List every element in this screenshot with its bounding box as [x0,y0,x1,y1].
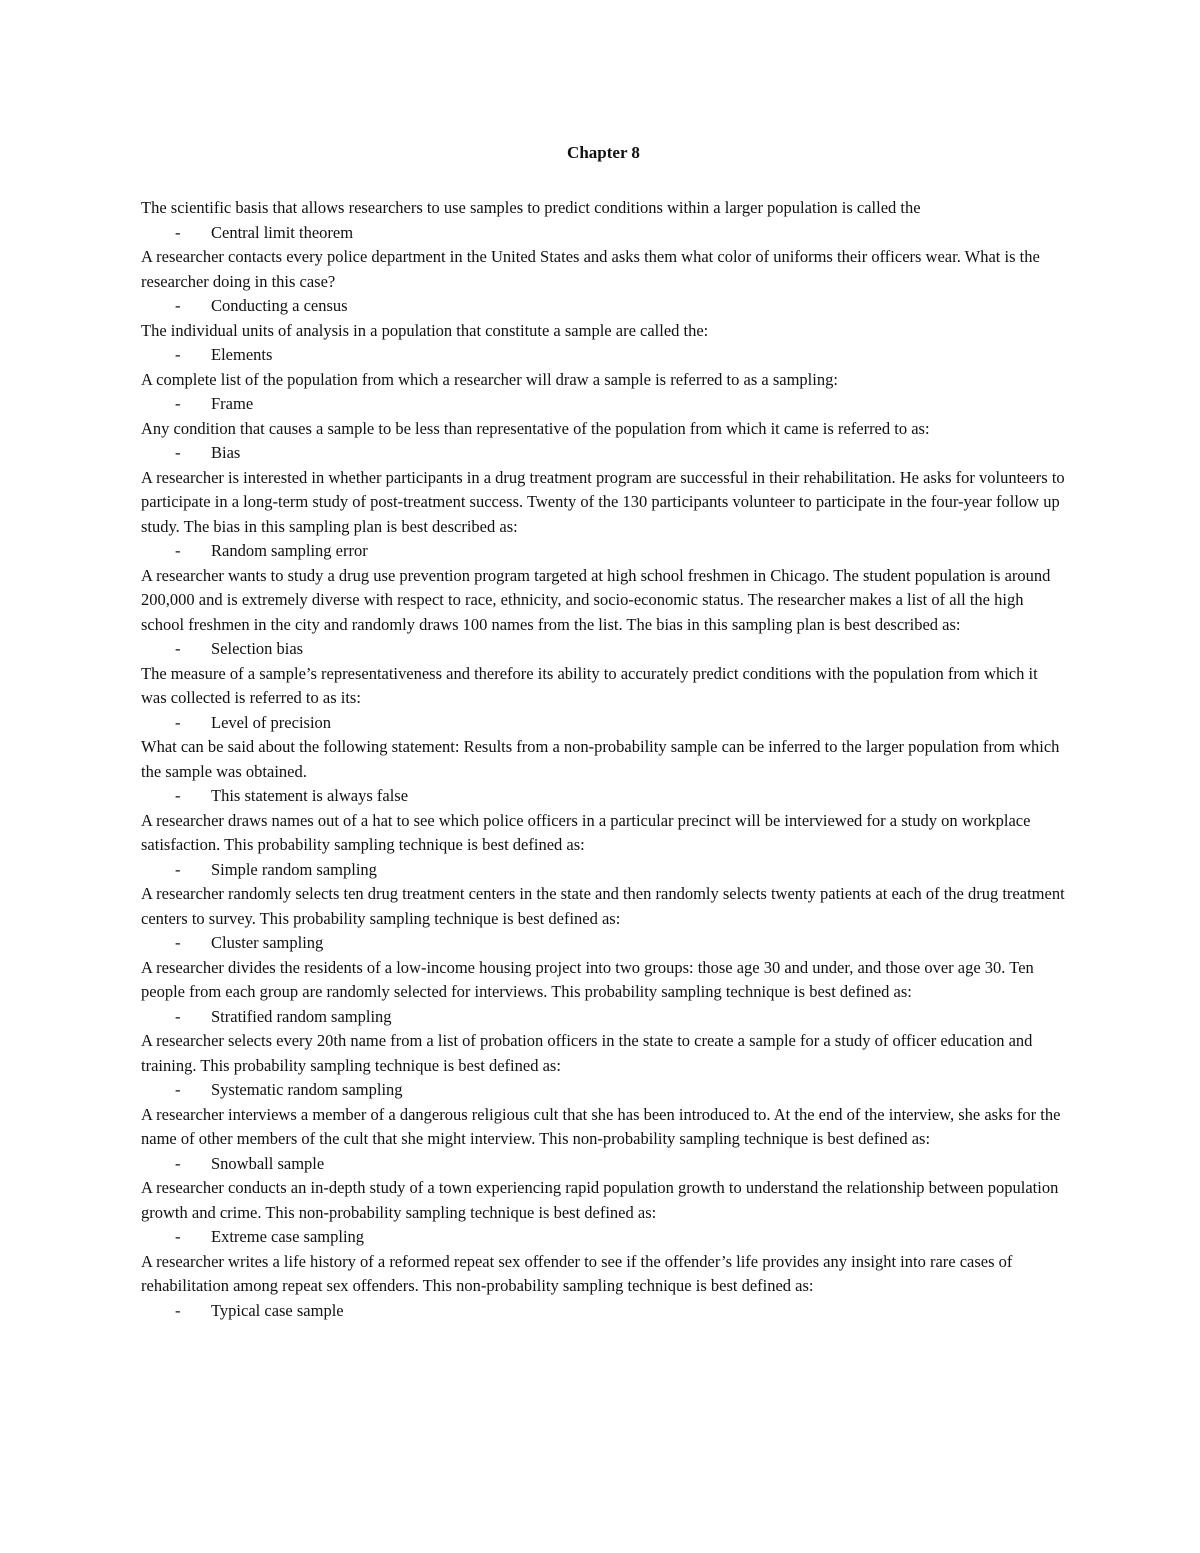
bullet-dash: - [175,394,181,413]
question-text: A researcher selects every 20th name from a list of probation officers in the state to create a sample for a study of officer education and training. This probability sampling technique is best defined as: [141,1031,1033,1075]
bullet-dash: - [175,345,181,364]
answer-item [141,343,1066,368]
answer-item [141,539,1066,564]
question-text: A researcher contacts every police department in the United States and asks them what color of uniforms their officers wear. What is the researcher doing in this case? [141,247,1040,291]
bullet-dash: - [175,222,181,242]
answer-item [141,392,1066,417]
answer-item [141,221,1066,246]
bullet-dash: - [175,1080,181,1099]
answer-text: Elements [211,345,273,364]
answer-text: Central limit theorem [211,222,354,242]
question-answer-list [141,196,1066,1323]
answer-item [141,637,1066,662]
answer-text: Typical case sample [211,1300,344,1320]
answer-item [141,294,1066,319]
answer-text: Selection bias [211,639,304,658]
bullet-dash: - [175,296,181,315]
answer-text: Conducting a census [211,296,348,315]
answer-text: Level of precision [211,712,332,732]
bullet-dash: - [175,443,181,462]
question-text: A researcher writes a life history of a reformed repeat sex offender to see if the offender’s life provides any insight into rare cases of rehabilitation among repeat sex offenders. This non-probability sampling technique is best defined as: [141,1251,1013,1295]
answer-text: Simple random sampling [211,859,377,879]
answer-item [141,858,1066,883]
bullet-dash: - [175,859,181,879]
answer-text: Extreme case sampling [211,1227,365,1246]
answer-text: Random sampling error [211,541,368,560]
answer-text: Bias [211,443,241,462]
page-title: Chapter 8 [567,143,640,162]
answer-item [141,1078,1066,1103]
bullet-dash: - [175,1153,181,1173]
answer-item [141,931,1066,956]
question-text: A researcher interviews a member of a dangerous religious cult that she has been introduced to. At the end of the interview, she asks for the name of other members of the cult that she might interview. This non-probability sampling technique is best defined as: [141,1104,1061,1148]
document-body [141,141,1066,1323]
answer-text: Snowball sample [211,1153,325,1173]
question-text: A researcher conducts an in-depth study of a town experiencing rapid population growth to understand the relationship between population growth and crime. This non-probability sampling technique is best defined as: [141,1178,1059,1222]
question-text: A researcher wants to study a drug use prevention program targeted at high school freshmen in Chicago. The student population is around 200,000 and is extremely diverse with respect to race, ethnicity, and socio-economic status. The researcher makes a list of all the high school freshmen in the city and randomly draws 100 names from the list. The bias in this sampling plan is best described as: [141,565,1051,634]
question-text: The measure of a sample’s representativeness and therefore its ability to accurately predict conditions with the population from which it was collected is referred to as its: [141,663,1038,707]
answer-item [141,1005,1066,1030]
answer-item [141,1152,1066,1177]
question-text: A researcher is interested in whether participants in a drug treatment program are successful in their rehabilitation. He asks for volunteers to participate in a long-term study of post-treatment success. Twenty of the 130 participants volunteer to participate in the four-year follow up study. The bias in this sampling plan is best described as: [141,467,1065,536]
question-text: A researcher draws names out of a hat to see which police officers in a particular precinct will be interviewed for a study on workplace satisfaction. This probability sampling technique is best defined as: [141,810,1031,854]
bullet-dash: - [175,541,181,560]
bullet-dash: - [175,639,181,658]
answer-text: This statement is always false [211,786,409,805]
answer-text: Frame [211,394,254,413]
answer-item [141,784,1066,809]
bullet-dash: - [175,786,181,805]
bullet-dash: - [175,933,181,952]
answer-text: Cluster sampling [211,933,324,952]
question-text: A complete list of the population from which a researcher will draw a sample is referred to as a sampling: [141,369,838,389]
question-text: The individual units of analysis in a population that constitute a sample are called the: [141,320,709,340]
bullet-dash: - [175,1227,181,1246]
bullet-dash: - [175,1300,181,1320]
bullet-dash: - [175,712,181,732]
answer-item [141,1299,1066,1324]
question-text: A researcher divides the residents of a low-income housing project into two groups: those age 30 and under, and those over age 30. Ten people from each group are randomly selected for interviews. This probability sampling technique is best defined as: [141,957,1034,1001]
question-text: Any condition that causes a sample to be less than representative of the population from which it came is referred to as: [141,418,930,438]
question-text: The scientific basis that allows researchers to use samples to predict conditions within a larger population is called the [141,198,921,217]
answer-text: Systematic random sampling [211,1080,403,1099]
question-text: A researcher randomly selects ten drug treatment centers in the state and then randomly selects twenty patients at each of the drug treatment centers to survey. This probability sampling technique is best defined as: [141,884,1065,928]
bullet-dash: - [175,1006,181,1026]
answer-text: Stratified random sampling [211,1006,392,1026]
answer-item [141,1225,1066,1250]
question-text: What can be said about the following statement: Results from a non-probability sample can be inferred to the larger population from which the sample was obtained. [141,737,1060,781]
answer-item [141,441,1066,466]
answer-item [141,711,1066,736]
